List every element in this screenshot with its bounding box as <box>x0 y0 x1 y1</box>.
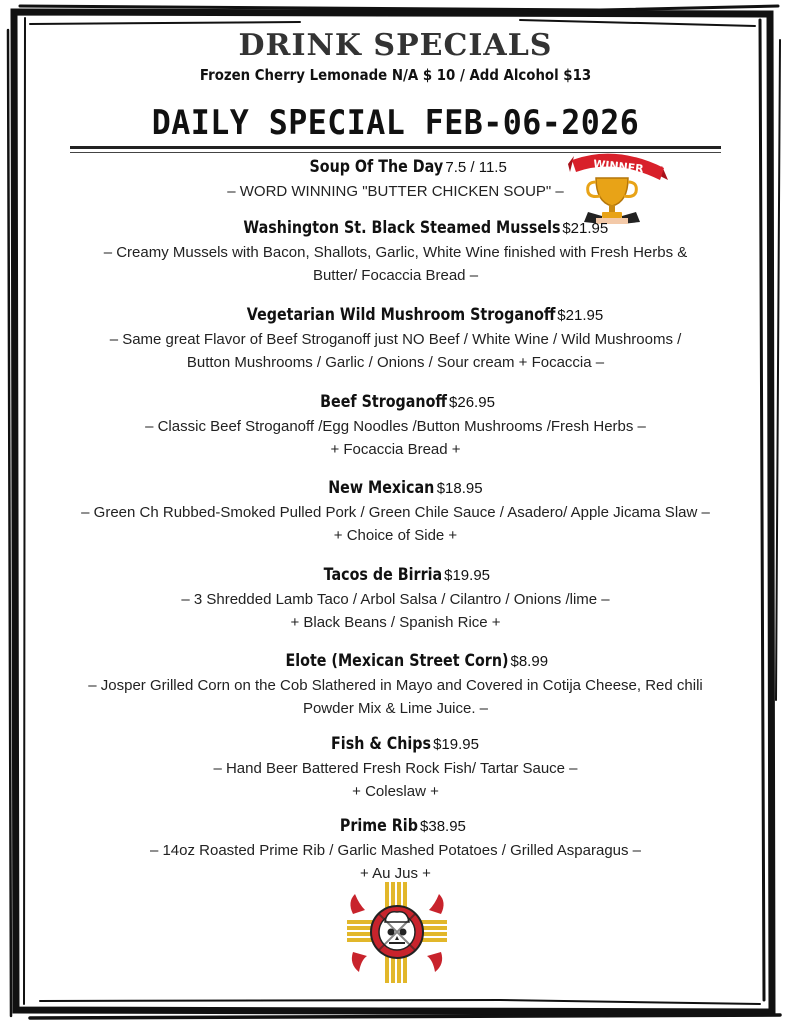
item-description: + Black Beans / Spanish Rice + <box>290 614 501 631</box>
menu-item <box>40 814 751 885</box>
item-description: – Classic Beef Stroganoff /Egg Noodles /Button Mushrooms /Fresh Herbs – <box>145 418 646 435</box>
item-price: 7.5 / 11.5 <box>445 159 507 176</box>
item-description: – 14oz Roasted Prime Rib / Garlic Mashed Potatoes / Grilled Asparagus – <box>149 842 642 859</box>
item-description: + Au Jus + <box>360 865 431 882</box>
item-description: – Green Ch Rubbed-Smoked Pulled Pork / Green Chile Sauce / Asadero/ Apple Jicama Slaw – <box>81 504 710 521</box>
menu-item <box>40 563 751 634</box>
item-name: New Mexican <box>328 478 435 498</box>
winner-text: WINNER <box>592 157 645 176</box>
item-name: Elote (Mexican Street Corn) <box>285 651 509 671</box>
item-price: $38.95 <box>420 818 466 835</box>
menu-item <box>40 732 751 803</box>
item-description: + Coleslaw + <box>352 783 439 800</box>
item-name: Washington St. Black Steamed Mussels <box>243 218 561 238</box>
item-price: $8.99 <box>510 653 549 670</box>
menu-item <box>40 476 751 547</box>
item-description: – Hand Beer Battered Fresh Rock Fish/ Tartar Sauce – <box>213 760 578 777</box>
menu-item <box>40 303 751 374</box>
item-name: Fish & Chips <box>331 734 432 754</box>
item-description: – Creamy Mussels with Bacon, Shallots, Garlic, White Wine finished with Fresh Herbs & <box>103 244 688 261</box>
item-price: $21.95 <box>557 307 604 324</box>
item-description: – 3 Shredded Lamb Taco / Arbol Salsa / Cilantro / Onions /lime – <box>181 591 610 608</box>
item-description: Butter/ Focaccia Bread – <box>312 267 479 284</box>
menu-item <box>40 390 751 461</box>
menu-item <box>40 216 751 287</box>
item-description: + Focaccia Bread + <box>330 441 461 458</box>
item-price: $19.95 <box>433 736 479 753</box>
item-name: Tacos de Birria <box>323 565 443 585</box>
drink-specials-title: DRINK SPECIALS <box>238 28 553 63</box>
item-name: Vegetarian Wild Mushroom Stroganoff <box>246 305 556 325</box>
item-price: $18.95 <box>436 480 483 497</box>
item-price: $21.95 <box>562 220 609 237</box>
item-description: Powder Mix & Lime Juice. – <box>302 700 489 717</box>
restaurant-logo-icon <box>345 880 449 985</box>
daily-special-title: DAILY SPECIAL FEB-06-2026 <box>151 103 640 143</box>
item-description: Button Mushrooms / Garlic / Onions / Sour cream + Focaccia – <box>186 354 605 371</box>
item-description: – WORD WINNING "BUTTER CHICKEN SOUP" – <box>227 183 564 200</box>
item-description: – Same great Flavor of Beef Stroganoff just NO Beef / White Wine / Wild Mushrooms / <box>109 331 682 348</box>
item-name: Soup Of The Day <box>309 157 444 177</box>
item-description: + Choice of Side + <box>333 527 458 544</box>
item-description: – Josper Grilled Corn on the Cob Slathered in Mayo and Covered in Cotija Cheese, Red chili <box>88 677 703 694</box>
menu-item <box>40 649 751 720</box>
drink-specials-line: Frozen Cherry Lemonade N/A $ 10 / Add Alcohol $13 <box>199 66 592 84</box>
item-name: Prime Rib <box>339 816 419 836</box>
divider <box>70 146 721 149</box>
menu-item <box>40 155 751 203</box>
item-price: $19.95 <box>444 567 491 584</box>
item-name: Beef Stroganoff <box>320 392 448 412</box>
item-price: $26.95 <box>449 394 495 411</box>
